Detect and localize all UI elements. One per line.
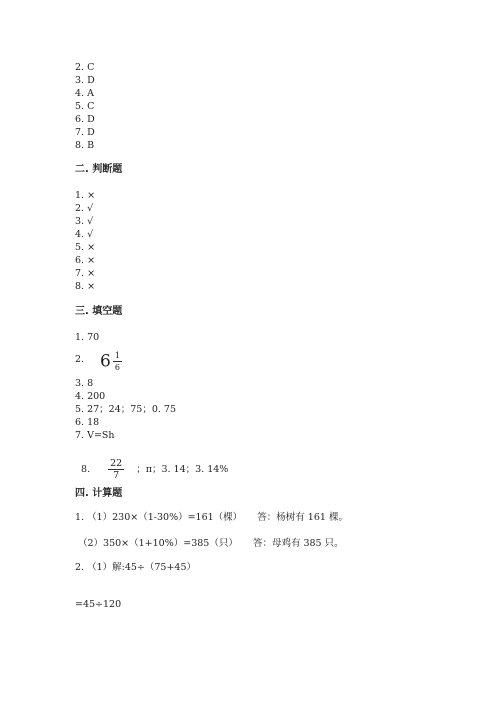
mixed-number: [100, 350, 124, 373]
fraction-22-7: [108, 458, 124, 481]
choice-answer: 2. C: [75, 62, 95, 73]
fill-answer-8: [75, 446, 228, 481]
fraction-denominator: 7: [113, 470, 120, 481]
judgement-answer: 8. ×: [75, 281, 96, 292]
fill-answer-5: 5. 27；24；75；0. 75: [75, 404, 177, 415]
calc-answer-2-part1: 2. （1）解:45÷（75+45）: [75, 562, 197, 573]
fill-answer-2-label: 2.: [75, 354, 85, 365]
calc-answer-2-step: =45÷120: [75, 599, 122, 610]
fraction-numerator: 22: [110, 458, 123, 469]
choice-answer: 3. D: [75, 75, 95, 86]
choice-answer: 5. C: [75, 101, 95, 112]
choice-answer: 4. A: [75, 88, 94, 99]
fill-answer-3: 3. 8: [75, 378, 94, 389]
fill-answer-4: 4. 200: [75, 391, 106, 402]
fill-answer-8-rest: ；π；3. 14；3. 14%: [136, 464, 229, 475]
mixed-fraction: [113, 350, 122, 373]
judgement-answer: 2. √: [75, 203, 94, 214]
fraction-numerator: 1: [114, 351, 120, 360]
choice-answer: 7. D: [75, 127, 95, 138]
fraction-denominator: 6: [114, 363, 120, 372]
section-heading-calculation: 四. 计算题: [75, 488, 123, 499]
fill-answer-7: 7. V=Sh: [75, 430, 115, 441]
judgement-answer: 6. ×: [75, 255, 96, 266]
fill-answer-8-label: 8.: [81, 464, 91, 475]
choice-answer: 6. D: [75, 114, 95, 125]
section-heading-fill-blank: 三. 填空题: [75, 306, 123, 317]
judgement-answer: 1. ×: [75, 190, 96, 201]
judgement-answer: 3. √: [75, 216, 94, 227]
judgement-answer: 4. √: [75, 229, 94, 240]
fill-answer-1: 1. 70: [75, 332, 100, 343]
mixed-whole: 6: [100, 351, 111, 372]
fill-answer-6: 6. 18: [75, 417, 100, 428]
judgement-answer: 5. ×: [75, 242, 96, 253]
section-heading-judgement: 二. 判断题: [75, 164, 123, 175]
calc-answer-1-part2: （2）350×（1+10%）=385（只） 答：母鸡有 385 只。: [78, 538, 344, 549]
choice-answer: 8. B: [75, 140, 95, 151]
judgement-answer: 7. ×: [75, 268, 96, 279]
calc-answer-1-part1: 1. （1）230×（1-30%）=161（棵） 答：杨树有 161 棵。: [75, 512, 348, 523]
